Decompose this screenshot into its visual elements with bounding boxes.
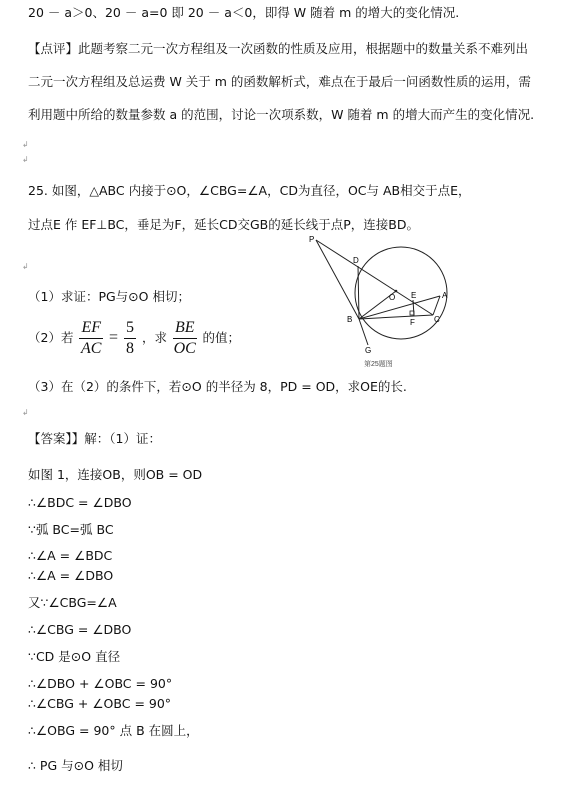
answer-step: ∴∠CBG = ∠DBO [28, 622, 132, 637]
paragraph-mark: ↲ [22, 140, 29, 149]
answer-heading: 【答案】】解：（1）证： [28, 431, 161, 446]
answer-step: ∴∠OBG = 90° 点 B 在圆上， [28, 723, 199, 738]
line-pc [316, 240, 433, 315]
paragraph-mark: ↲ [22, 408, 29, 417]
part-2-prefix: （2）若 [28, 330, 74, 345]
answer-step: ∵CD 是⊙O 直径 [28, 649, 121, 664]
question-part-2 [28, 318, 240, 359]
fraction-denominator: OC [173, 340, 196, 357]
fraction-numerator: EF [79, 318, 103, 339]
answer-step: ∴∠A = ∠DBO [28, 568, 114, 583]
geometry-figure [306, 232, 456, 372]
comment-line-3: 利用题中所给的数量参数 a 的范围，讨论一次项系数，W 随着 m 的增大而产生的变化情况. [28, 107, 535, 122]
label-o: O [389, 293, 396, 302]
label-b: B [347, 315, 353, 324]
part-2-mid: ，求 [141, 330, 167, 345]
fraction-denominator: AC [80, 340, 102, 357]
question-25-line-2: 过点E 作 EF⊥BC，垂足为F，延长CD交GB的延长线于点P，连接BD。 [28, 217, 419, 232]
part-2-suffix: 的值； [202, 330, 241, 345]
answer-step: ∴∠DBO + ∠OBC = 90° [28, 676, 173, 691]
paragraph-mark: ↲ [22, 155, 29, 164]
line-ac [433, 296, 440, 315]
fraction-ef-ac [79, 318, 103, 359]
question-25-line-1: 25. 如图，△ABC 内接于⊙O，∠CBG=∠A，CD为直径，OC与 AB相交于点E， [28, 183, 471, 198]
answer-step: 又∵∠CBG=∠A [28, 595, 117, 610]
figure-caption: 第25题图 [364, 361, 393, 368]
answer-step: ∴∠BDC = ∠DBO [28, 495, 132, 510]
paragraph-mark: ↲ [22, 262, 29, 271]
label-f: F [410, 318, 415, 327]
fraction-5-8 [124, 318, 136, 359]
label-e: E [411, 291, 417, 300]
fraction-numerator: 5 [124, 318, 136, 339]
equals-sign: = [108, 329, 118, 346]
line-pg [316, 240, 359, 319]
center-point [395, 290, 398, 293]
comment-line-2: 二元一次方程组及总运费 W 关于 m 的函数解析式，难点在于最后一问函数性质的运用，需 [28, 74, 531, 89]
label-p: P [309, 235, 315, 244]
answer-step: ∴ PG 与⊙O 相切 [28, 758, 123, 773]
answer-step: 如图 1，连接OB，则OB = OD [28, 467, 203, 482]
prev-solution-line: 20 － a＞0、20 － a=0 即 20 － a＜0，即得 W 随着 m 的增大的变化情况. [28, 5, 460, 20]
answer-step: ∴∠A = ∠BDC [28, 548, 113, 563]
question-part-3: （3）在（2）的条件下，若⊙O 的半径为 8，PD = OD，求OE的长. [28, 379, 407, 394]
comment-line-1: 【点评】此题考察二元一次方程组及一次函数的性质及应用，根据题中的数量关系不难列出 [28, 41, 529, 56]
answer-step: ∴∠CBG + ∠OBC = 90° [28, 696, 172, 711]
label-a: A [442, 291, 448, 300]
fraction-denominator: 8 [125, 340, 134, 357]
fraction-numerator: BE [173, 318, 197, 339]
label-g: G [365, 346, 372, 355]
label-c: C [434, 315, 440, 324]
fraction-be-oc [173, 318, 197, 359]
question-part-1: （1）求证：PG与⊙O 相切； [28, 289, 190, 304]
answer-step: ∵弧 BC=弧 BC [28, 522, 114, 537]
label-d: D [353, 256, 359, 265]
circle-o [355, 247, 447, 339]
